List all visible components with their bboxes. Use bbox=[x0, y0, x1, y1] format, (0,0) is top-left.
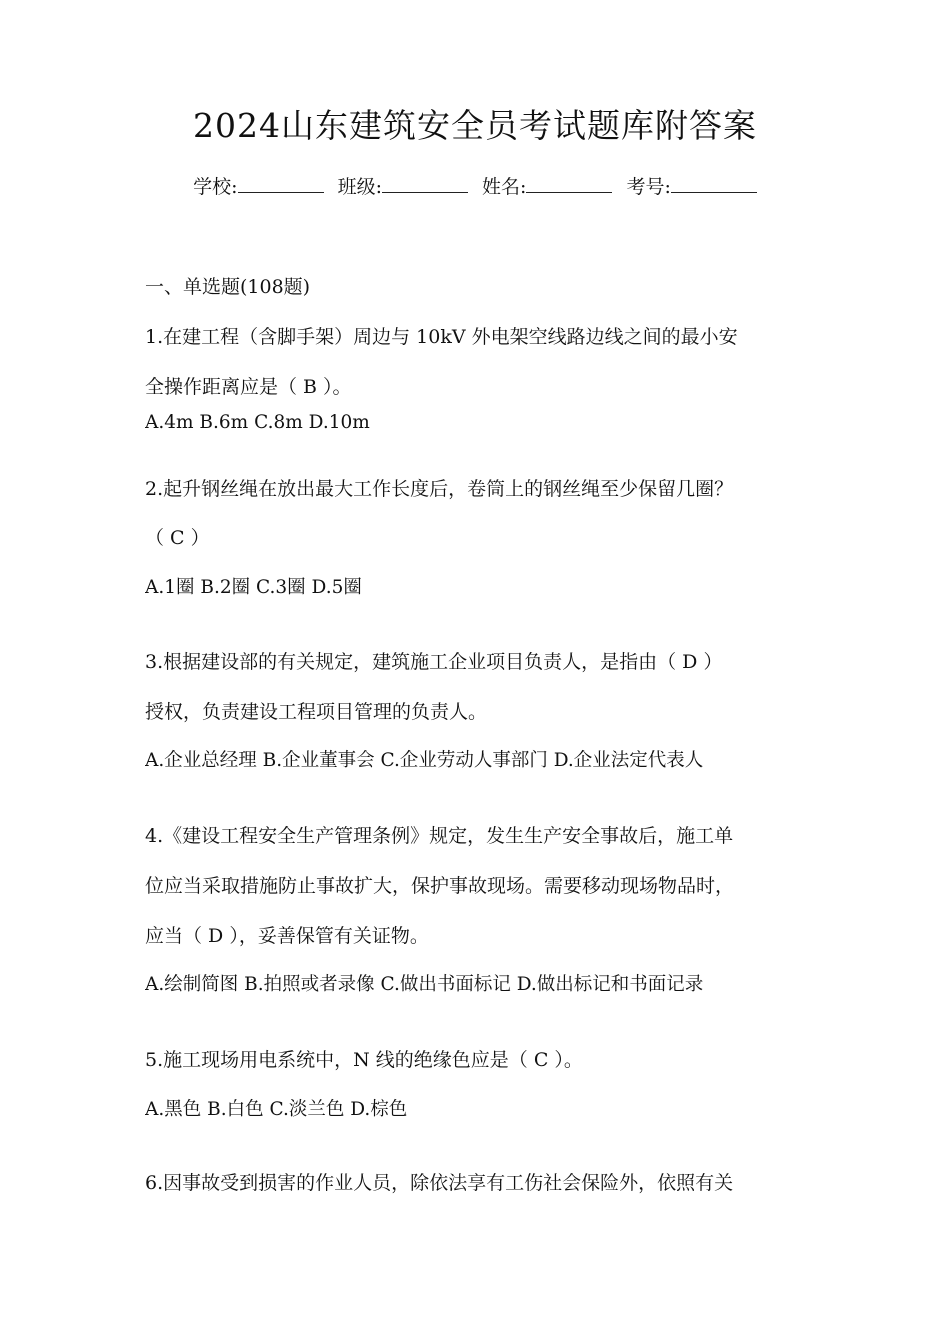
question-4-options: A.绘制简图 B.拍照或者录像 C.做出书面标记 D.做出标记和书面记录 bbox=[145, 974, 704, 995]
student-info-line bbox=[0, 172, 950, 199]
question-4-text-line-2: 位应当采取措施防止事故扩大，保护事故现场。需要移动现场物品时， bbox=[145, 875, 735, 897]
question-3-text-line-1: 3.根据建设部的有关规定，建筑施工企业项目负责人，是指由（ D ） bbox=[145, 651, 723, 673]
question-4-text-line-3: 应当（ D ），妥善保管有关证物。 bbox=[145, 925, 429, 947]
school-label: 学校: bbox=[193, 176, 238, 198]
question-4-text-line-1: 4.《建设工程安全生产管理条例》规定，发生生产安全事故后，施工单 bbox=[145, 825, 734, 847]
name-label: 姓名: bbox=[482, 176, 527, 198]
question-3-text-line-2: 授权，负责建设工程项目管理的负责人。 bbox=[145, 701, 488, 723]
question-1-options: A.4m B.6m C.8m D.10m bbox=[145, 412, 370, 433]
class-label: 班级: bbox=[337, 176, 382, 198]
section-heading: 一、单选题(108题) bbox=[145, 276, 311, 298]
exam-number-field bbox=[626, 172, 756, 199]
question-3-options: A.企业总经理 B.企业董事会 C.企业劳动人事部门 D.企业法定代表人 bbox=[145, 750, 704, 771]
class-field bbox=[338, 172, 468, 199]
question-1-text-line-2: 全操作距离应是（ B ）。 bbox=[145, 376, 352, 398]
school-field bbox=[193, 172, 323, 199]
question-2-options: A.1圈 B.2圈 C.3圈 D.5圈 bbox=[145, 577, 362, 598]
exam-number-blank bbox=[671, 174, 757, 193]
name-blank bbox=[526, 174, 612, 193]
class-blank bbox=[382, 174, 468, 193]
question-5-options: A.黑色 B.白色 C.淡兰色 D.棕色 bbox=[145, 1099, 408, 1120]
question-2-text-line-1: 2.起升钢丝绳在放出最大工作长度后，卷筒上的钢丝绳至少保留几圈？ bbox=[145, 478, 734, 500]
question-5-text-line-1: 5.施工现场用电系统中，N 线的绝缘色应是（ C ）。 bbox=[145, 1049, 583, 1071]
name-field bbox=[482, 172, 612, 199]
question-2-text-line-2: （ C ） bbox=[145, 527, 210, 549]
question-1-text-line-1: 1.在建工程（含脚手架）周边与 10kV 外电架空线路边线之间的最小安 bbox=[145, 326, 738, 348]
school-blank bbox=[238, 174, 324, 193]
exam-number-label: 考号: bbox=[626, 176, 671, 198]
document-title: 2024山东建筑安全员考试题库附答案 bbox=[193, 106, 757, 145]
question-6-text-line-1: 6.因事故受到损害的作业人员，除依法享有工伤社会保险外，依照有关 bbox=[145, 1172, 734, 1194]
